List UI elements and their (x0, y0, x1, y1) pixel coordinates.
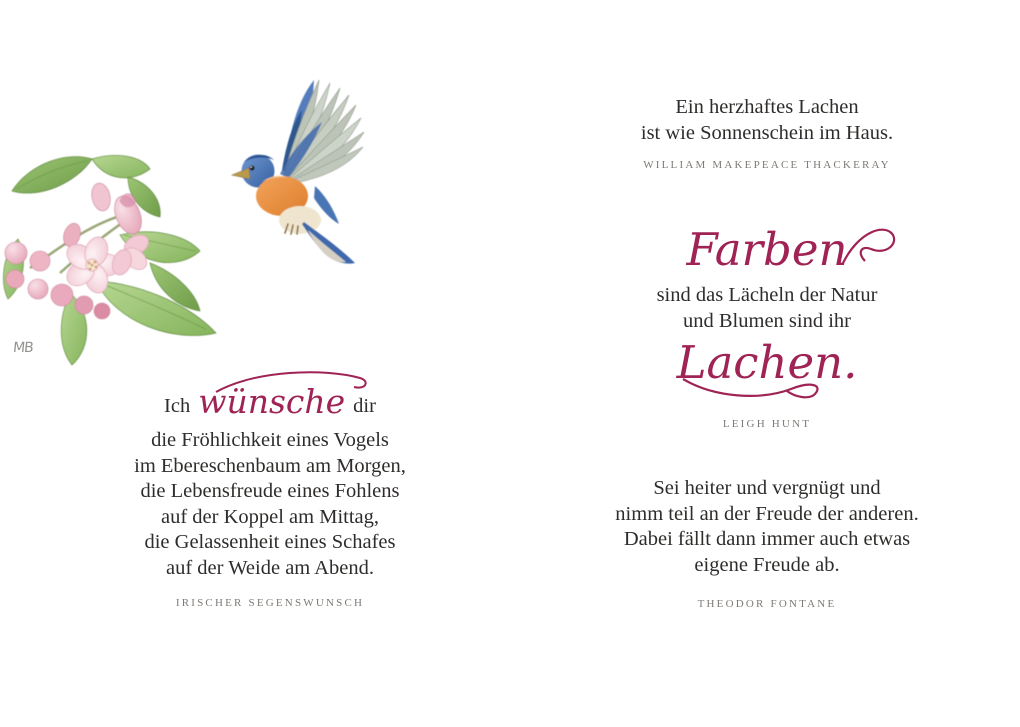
quote-line: die Fröhlichkeit eines Vogels (151, 429, 389, 451)
right-page (510, 0, 1020, 727)
script-word-farben-wrap (686, 223, 848, 276)
script-word-wuensche: wünsche (198, 382, 346, 421)
quote-line: ist wie Sonnenschein im Haus. (640, 121, 894, 144)
quote-line: im Ebereschenbaum am Morgen, (134, 454, 406, 477)
flourish-swash-icon (841, 223, 899, 275)
script-word-lachen: Lachen. (676, 336, 858, 390)
quote-attribution: IRISCHER SEGENSWUNSCH (175, 596, 365, 609)
script-line-lachen (597, 336, 937, 404)
quote-line: Sei heiter und vergnügt und (653, 477, 881, 499)
quote-line: eigene Freude ab. (694, 553, 840, 576)
artist-signature: MB (12, 340, 34, 356)
quote-opening-line (102, 384, 438, 428)
quote-attribution: THEODOR FONTANE (697, 598, 837, 611)
quote-word-post: dir (353, 395, 376, 417)
left-quote-block (102, 384, 438, 609)
script-word-lachen-wrap (676, 336, 858, 390)
quote-line: die Lebensfreude eines Fohlens (140, 480, 400, 503)
quote-attribution: LEIGH HUNT (722, 418, 812, 431)
quote-line: auf der Koppel am Mittag, (160, 505, 380, 528)
script-word-wuensche-wrap (198, 382, 346, 421)
quote-attribution: WILLIAM MAKEPEACE THACKERAY (643, 159, 891, 172)
quote-line: sind das Lächeln der Natur (656, 284, 878, 306)
quote-line: nimm teil an der Freude der anderen. (615, 502, 919, 525)
right-quote-bottom (587, 476, 947, 610)
quote-line: Dabei fällt dann immer auch etwas (623, 528, 911, 551)
script-line-farben (597, 223, 937, 283)
right-quote-top (597, 95, 937, 171)
quote-line: die Gelassenheit eines Schafes (144, 531, 396, 554)
right-quote-middle (597, 223, 937, 431)
quote-line: und Blumen sind ihr (683, 309, 851, 332)
script-word-farben: Farben (686, 223, 848, 276)
bluebird-illustration (222, 72, 372, 268)
quote-line: Ein herzhaftes Lachen (675, 96, 859, 118)
quote-word-pre: Ich (164, 395, 191, 417)
quote-line: auf der Weide am Abend. (165, 556, 375, 579)
